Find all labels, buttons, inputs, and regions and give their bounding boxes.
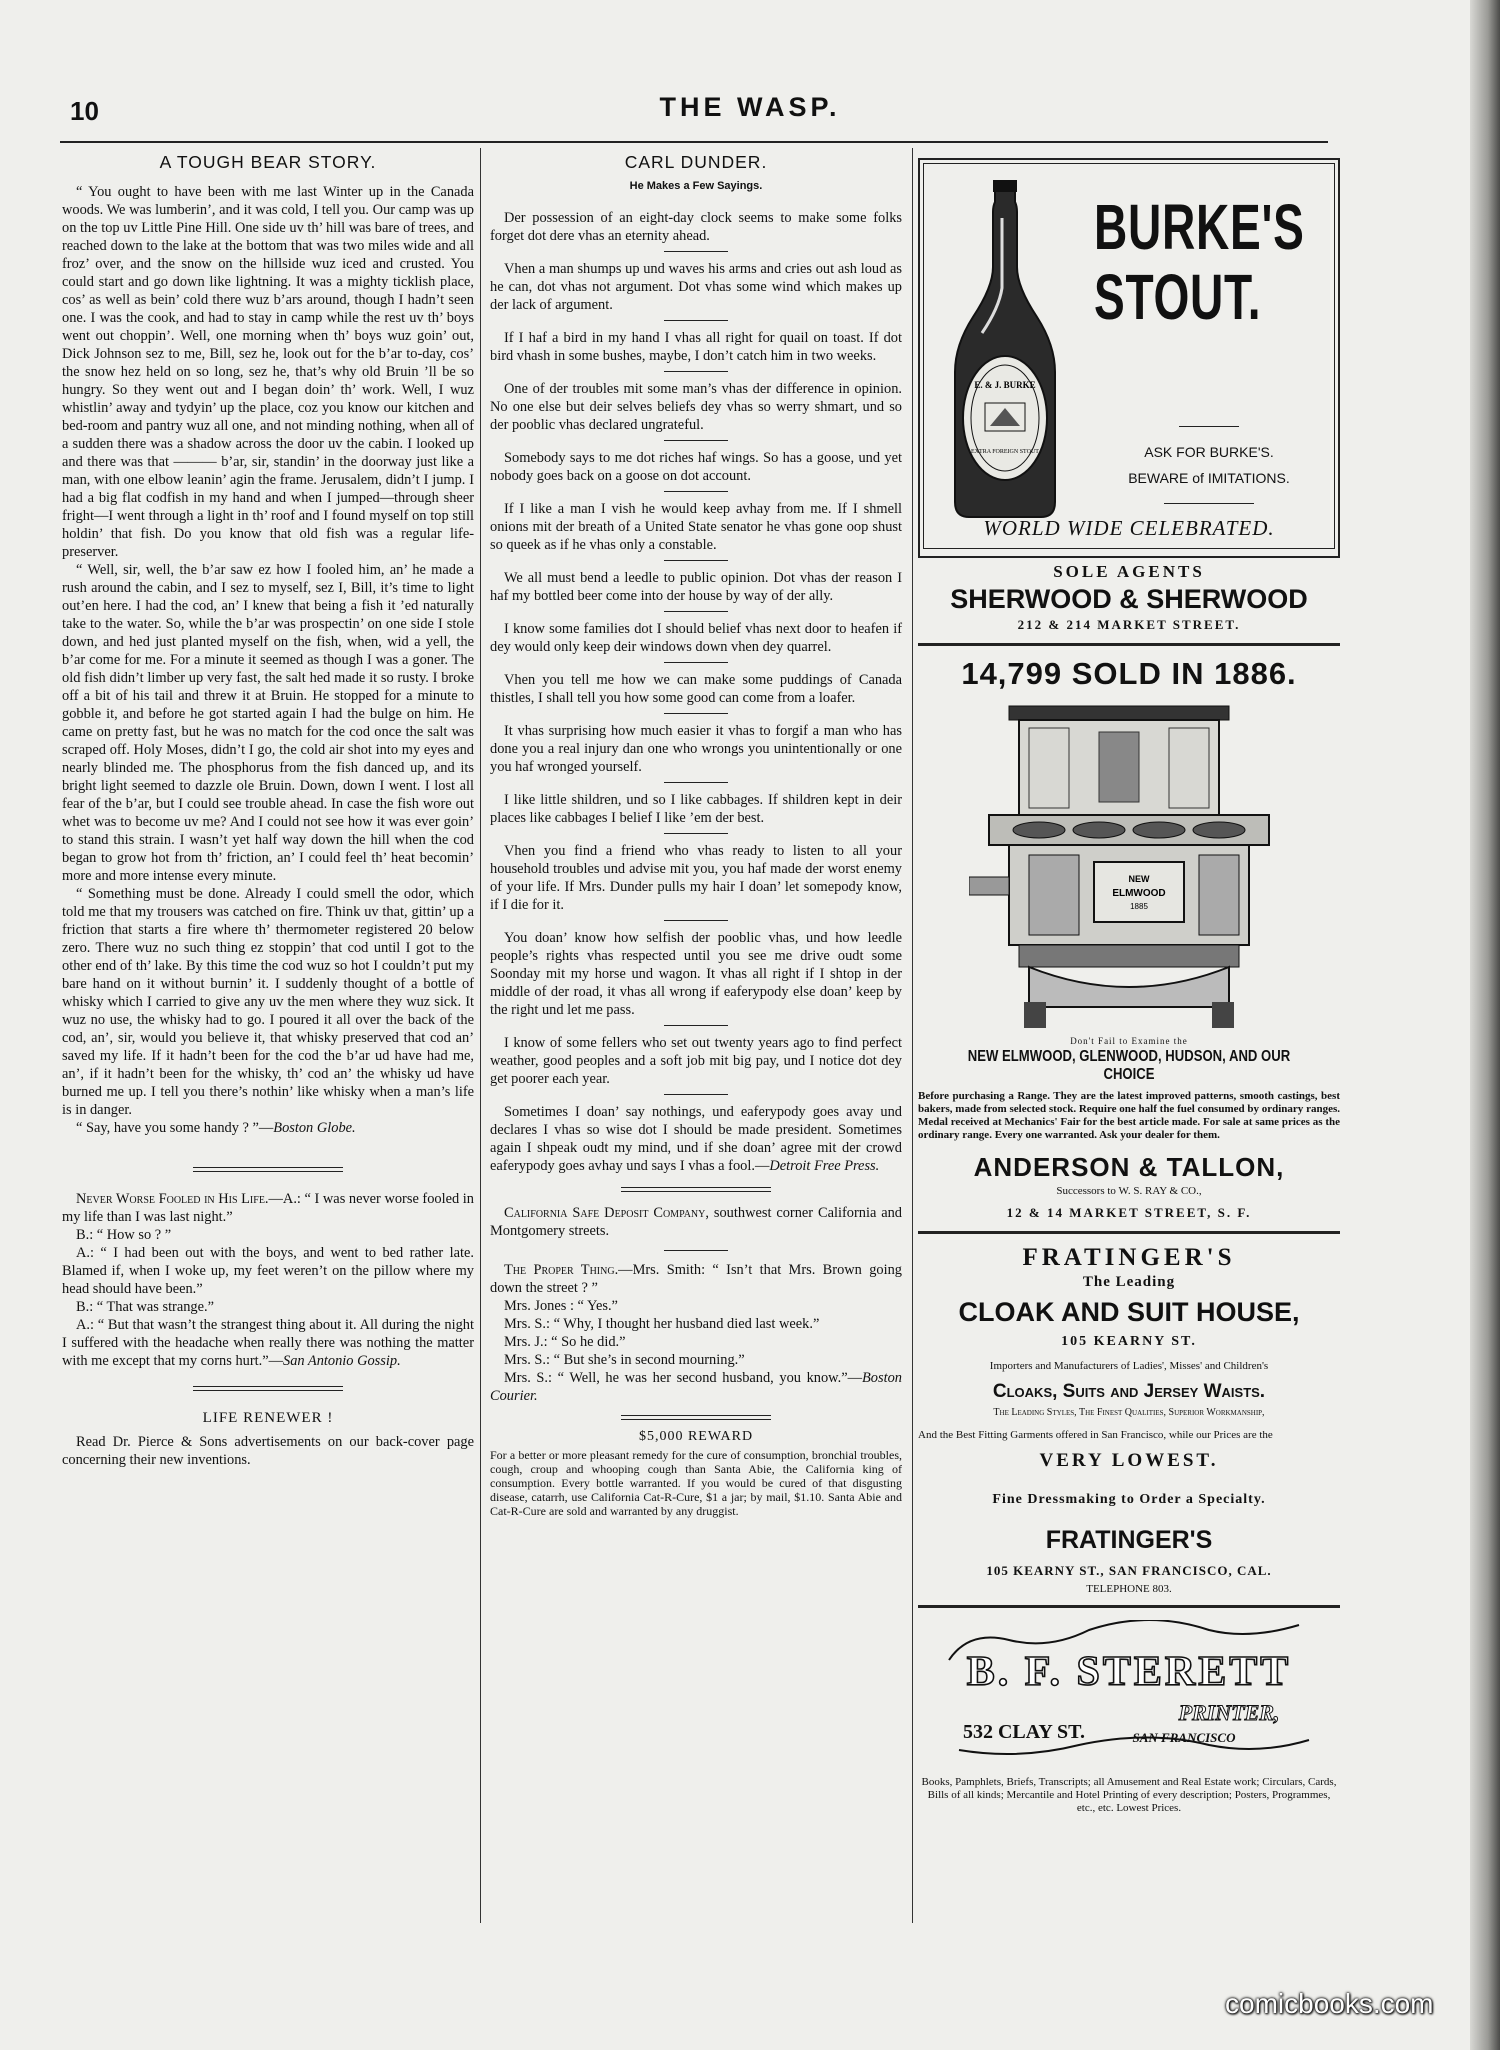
ad-rule bbox=[918, 1605, 1340, 1608]
sterett-logo-city: SAN FRANCISCO bbox=[1132, 1730, 1236, 1745]
sterett-logo-address: 532 CLAY ST. bbox=[962, 1721, 1086, 1743]
fooled-paragraph-1: Never Worse Fooled in His Life.—A.: “ I was never worse fooled in my life than I was last night.” bbox=[62, 1191, 474, 1225]
dunder-saying: Somebody says to me dot riches haf wings. So has a goose, und yet nobody goes back on a goose on dot account. bbox=[490, 450, 902, 484]
dunder-saying: It vhas surprising how much easier it vhas to forgif a man who has done you a real injury dan one who wrongs you unintentionally or one you haf wronged yourself. bbox=[490, 723, 902, 775]
world-wide-celebrated: WORLD WIDE CELEBRATED. bbox=[983, 516, 1275, 540]
fooled-lead: Never Worse Fooled in His Life. bbox=[76, 1191, 269, 1207]
proper-paragraph-3: Mrs. S.: “ Why, I thought her husband died last week.” bbox=[504, 1316, 820, 1332]
column-rule-1 bbox=[480, 148, 481, 1923]
fratinger-street: 105 KEARNY ST. bbox=[1061, 1334, 1197, 1349]
sherwood-address: 212 & 214 MARKET STREET. bbox=[1017, 617, 1241, 632]
bear-story-paragraph-1: “ You ought to have been with me last Winter up in the Canada woods. We was lumberin’, and it was cold, I tell you. Our camp was up on the top uv Little Pine Hill. One side uv th’ hill was bare of trees, and reached down to the lake at the bottom that was two miles wide and all froz’ over, and the snow on the hillside wuz iced and crusted. You could start and go down like lightning. It was a mighty ticklish place, cos’ as well as bein’ cold there wuz b’ars around, though I hadn’t seen one. I was the cook, and had to stay in camp while the rest uv th’ boys went out choppin’. Well, one morning when th’ boys wuz goin’ out, Dick Johnson sez to me, Bill, sez he, look out for the b’ar to-day, cos’ the snow hez held on so long, sez he, that’s why old Bruin ’ll be so hungry. So they went out and I began doin’ th’ work. Well, I wuz whistlin’ away and tydyin’ up the place, coz you know our kitchen and bed-room and pantry wuz all one, and not minding nothing, when all of a sudden there was a shadow across the door uv the cabin. I looked up and there was that ——— b’ar, sir, standin’ in the doorway just like a man, with one elbow leanin’ agin the frame. Jerusalem, didn’t I jump. I had a big flat codfish in my hand and when I jumped—through sheer fright—I went through a light in th’ roof and I found myself on top still holdin’ that fish. Do you know that old fish was a regular life-preserver. bbox=[62, 184, 474, 560]
advertisements-column bbox=[918, 158, 1340, 1815]
carl-dunder-subtitle: He Makes a Few Sayings. bbox=[629, 180, 763, 192]
separator bbox=[664, 560, 728, 561]
burkes-stout-tagline: ASK FOR BURKE'S. BEWARE of IMITATIONS. bbox=[1084, 426, 1334, 504]
sterett-logo-printer: PRINTER, bbox=[1178, 1700, 1280, 1725]
proper-lead: The Proper Thing. bbox=[504, 1262, 619, 1278]
fratinger-lowest: VERY LOWEST. bbox=[1039, 1450, 1219, 1471]
proper-paragraph-2: Mrs. Jones : “ Yes.” bbox=[504, 1298, 618, 1314]
ad-rule bbox=[918, 1231, 1340, 1234]
burkes-stout-ad bbox=[918, 158, 1340, 558]
proper-paragraph-6: Mrs. S.: “ Well, he was her second husband, you know.”—Boston Courier. bbox=[490, 1370, 902, 1404]
bear-story-source: Boston Globe. bbox=[273, 1120, 356, 1136]
bottle-label-line-2: EXTRA FOREIGN STOUT bbox=[971, 449, 1039, 455]
sherwood-name: SHERWOOD & SHERWOOD bbox=[950, 584, 1308, 614]
proper-source: Boston Courier. bbox=[490, 1370, 902, 1404]
watermark: comicbooks.com bbox=[1225, 1988, 1434, 2019]
range-models: NEW ELMWOOD, GLENWOOD, HUDSON, AND OUR CHOICE bbox=[967, 1048, 1291, 1083]
sterett-services: Books, Pamphlets, Briefs, Transcripts; all Amusement and Real Estate work; Circulars, Cards, Bills of all kinds; Mercantile and Hotel Printing of every description; Posters, Programmes, etc., etc. Lowest Prices. bbox=[921, 1776, 1337, 1814]
life-renewer-title: LIFE RENEWER ! bbox=[202, 1410, 334, 1426]
fratinger-leading: The Leading bbox=[1082, 1274, 1176, 1290]
burkes-stout-name: BURKE'S STOUT. bbox=[1094, 191, 1305, 333]
dont-fail-to-examine: Don't Fail to Examine the bbox=[1070, 1036, 1188, 1046]
life-renewer-text: Read Dr. Pierce & Sons advertisements on our back-cover page concerning their new inventions. bbox=[62, 1434, 474, 1468]
separator bbox=[664, 371, 728, 372]
fooled-paragraph-4: B.: “ That was strange.” bbox=[76, 1299, 215, 1315]
cooking-range-illustration bbox=[969, 702, 1289, 1032]
bottle-label-line-1: E. & J. BURKE bbox=[974, 380, 1036, 390]
fratinger-products: Cloaks, Suits and Jersey Waists. bbox=[992, 1381, 1266, 1402]
fratinger-importers: Importers and Manufacturers of Ladies', Misses' and Children's bbox=[989, 1360, 1269, 1372]
fooled-paragraph-3: A.: “ I had been out with the boys, and went to bed rather late. Blamed if, when I woke up, my feet weren’t on the pillow where my head should have been.” bbox=[62, 1245, 474, 1297]
proper-paragraph-5: Mrs. S.: “ But she’s in second mourning.” bbox=[504, 1352, 745, 1368]
fooled-paragraph-2: B.: “ How so ? ” bbox=[76, 1227, 172, 1243]
carl-dunder-sayings bbox=[490, 209, 902, 1095]
cloak-suit-house: CLOAK AND SUIT HOUSE, bbox=[958, 1297, 1300, 1327]
dunder-saying: One of der troubles mit some man’s vhas der difference in opinion. No one else but deir selves beliefs dey vhas so werry shmart, und so der pooblic vhas declared ungrateful. bbox=[490, 381, 902, 433]
bear-story-title: A TOUGH BEAR STORY. bbox=[159, 152, 377, 172]
reward-text: For a better or more pleasant remedy for the cure of consumption, bronchial troubles, cough, croup and whooping cough than Santa Abie, the California king of consumption. Every bottle warranted. If you would be cured of that disgusting disease, catarrh, use California Cat-R-Cure, $1 a jar; by mail, $1.10. Santa Abie and Cat-R-Cure are sold and warranted by any druggist. bbox=[490, 1448, 902, 1518]
bear-story-paragraph-3: “ Something must be done. Already I could smell the odor, which told me that my trousers was catched on fire. Think uv that, gittin’ up a friction that starts a fire where th’ thermometer registered 20 below zero. There wuz no such thing ez stoppin’ that cod until I got to the other end of th’ lake. By this time the cod wuz so hot I couldn’t put my bare hand on it without burnin’ it. I suddenly thought of a bottle of whisky which I carried to give any uv the men where they wuz sick. It wuz no use, the whisky had to go. I poured it all over the back of the cod, an’, sir, would you believe it, that whisky preserved that cod an’ saved my life. If it hadn’t been for the cod the b’ar ud have had me, an’, if it hadn’t been for the whisky, th’ cod an’ the whisky ud have burned me up. I tell you there’s nothin’ like whisky when a man’s life is in danger. bbox=[62, 886, 474, 1118]
dunder-saying: I know some families dot I should belief vhas next door to heafen if dey would only keep deir windows down vhen dey quarrel. bbox=[490, 621, 902, 655]
stove-plate-line-1: NEW bbox=[1128, 874, 1150, 884]
sole-agents: SOLE AGENTS bbox=[1053, 562, 1205, 581]
dunder-saying: Vhen you tell me how we can make some puddings of Canada thistles, I shall tell you how some good can come from a loafer. bbox=[490, 672, 902, 706]
double-separator bbox=[193, 1167, 343, 1172]
dunder-saying: Der possession of an eight-day clock seems to make some folks forget dot dere vhas an eternity ahead. bbox=[490, 210, 902, 244]
separator bbox=[664, 611, 728, 612]
dunder-saying: If I like a man I vish he would keep avhay from me. If I shmell onions mit der breath of a United State senator he vhas gone oop shust so queek as if he vhas only a constable. bbox=[490, 501, 902, 553]
reward-title: $5,000 REWARD bbox=[638, 1429, 754, 1444]
range-description: Before purchasing a Range. They are the latest improved patterns, smooth castings, best bakers, made from selected stock. Require one half the fuel consumed by ordinary ranges. Medal received at Mechanics' Fair for the best article made. For sale at same prices as the ordinary range. Every one warranted. Ask your dealer for them. bbox=[918, 1090, 1340, 1141]
column-2 bbox=[490, 150, 902, 1518]
sterett-printer-logo bbox=[929, 1620, 1329, 1770]
stove-plate-line-2: ELMWOOD bbox=[1112, 888, 1166, 899]
fratinger-name-2: FRATINGER'S bbox=[1045, 1526, 1213, 1554]
dunder-saying: If I haf a bird in my hand I vhas all right for quail on toast. If dot bird vhash in some bushes, maybe, I don’t catch him in two weeks. bbox=[490, 330, 902, 364]
separator bbox=[664, 782, 728, 783]
dunder-saying: I know of some fellers who set out twenty years ago to find perfect weather, good peoples and a soft job mit big pay, und I notice dot dey get poorer each year. bbox=[490, 1035, 902, 1087]
anderson-address: 12 & 14 MARKET STREET, S. F. bbox=[1006, 1205, 1252, 1220]
fratinger-name: FRATINGER'S bbox=[1022, 1244, 1236, 1271]
anderson-successors: Successors to W. S. RAY & CO., bbox=[1056, 1185, 1202, 1197]
dunder-source: Detroit Free Press. bbox=[769, 1158, 880, 1174]
bear-story-paragraph-2: “ Well, sir, well, the b’ar saw ez how I fooled him, an’ he made a rush around the cabin, and I sez to myself, sez I, Bill, it’s time to light out’en here. I had the cod, an’ I knew that being a fish it ’ed naturally take to the water. So, while the b’ar was prospectin’ on one side I stole down, and hed just planted myself on the fish, when, wid a yell, the b’ar come for me. For a minute it seemed as though I was a goner. The old fish didn’t limber up very fast, the salt hed made it so rusty. I broke off a bit of his tail and threw it at Bruin. He stopped for a minute to gobble it, and before he got started again I had the bulge on him. He came on pretty fast, but he was no match for the cod once the salt was scraped off. Holy Moses, didn’t I go, the cold air shot into my eyes and nearly blinded me. The phosphorus from the fish danced up, and its bright light seemed to dazzle ole Bruin. Down, down I went. I lost all fear of the b’ar, but I could see trouble ahead. In case the fish wore out whet was to become uv me? And I could not see how it was ever goin’ to stand this strain. I wasn’t yet half way down the hill when the cod began to grow hot from th’ friction, an’ I could feel th’ heat becomin’ more and more intense every minute. bbox=[62, 562, 474, 884]
fratinger-dressmaking: Fine Dressmaking to Order a Specialty. bbox=[992, 1492, 1266, 1507]
column-1 bbox=[62, 150, 474, 1469]
separator bbox=[664, 833, 728, 834]
sterett-logo-name: B. F. STERETT bbox=[966, 1649, 1292, 1695]
fratinger-address: 105 KEARNY ST., SAN FRANCISCO, CAL. bbox=[986, 1563, 1272, 1578]
deposit-notice: California Safe Deposit Company, southwest corner California and Montgomery streets. bbox=[490, 1205, 903, 1239]
column-rule-2 bbox=[912, 148, 913, 1923]
proper-paragraph-1: The Proper Thing.—Mrs. Smith: “ Isn’t that Mrs. Brown going down the street ? ” bbox=[490, 1262, 902, 1296]
separator bbox=[664, 1250, 728, 1251]
header-rule bbox=[60, 141, 1328, 143]
proper-paragraph-4: Mrs. J.: “ So he did.” bbox=[504, 1334, 626, 1350]
dunder-saying: I like little shildren, und so I like cabbages. If shildren kept in deir places like cabbages I belief I like ’em der best. bbox=[490, 792, 902, 826]
page-number: 10 bbox=[70, 96, 99, 126]
double-separator bbox=[621, 1415, 771, 1420]
page-spine-shadow bbox=[1470, 0, 1500, 2050]
separator bbox=[664, 320, 728, 321]
separator bbox=[664, 1094, 728, 1095]
separator bbox=[664, 662, 728, 663]
dunder-saying: We all must bend a leedle to public opinion. Dot vhas der reason I haf my bottled beer come into der house by way of der ally. bbox=[490, 570, 902, 604]
stove-headline: 14,799 SOLD IN 1886. bbox=[961, 656, 1297, 691]
masthead: THE WASP. bbox=[659, 92, 841, 122]
separator bbox=[664, 491, 728, 492]
separator bbox=[664, 713, 728, 714]
carl-dunder-title: CARL DUNDER. bbox=[624, 152, 768, 172]
ad-rule bbox=[918, 643, 1340, 646]
dunder-saying: Vhen you find a friend who vhas ready to listen to all your household troubles und advise mit you, you haf made der worst enemy of your life. If Mrs. Dunder pulls my hair I doan’ let somepody know, if I die for it. bbox=[490, 843, 902, 913]
double-separator bbox=[621, 1187, 771, 1192]
dunder-last-saying: Sometimes I doan’ say nothings, und eaferypody goes avay und declares I vhas so wise dot I should be made president. Sometimes again I shpeak oudt my mind, und if she doan’ agree mit der crowd eaferypody goes avhay und says I vhas a fool.—Detroit Free Press. bbox=[490, 1104, 902, 1174]
dunder-saying: Vhen a man shumps up und waves his arms and cries out ash loud as he can, dot vhas not argument. Dot vhas some wind which makes up der lack of argument. bbox=[490, 261, 902, 313]
double-separator bbox=[193, 1386, 343, 1391]
stove-plate-line-3: 1885 bbox=[1130, 902, 1148, 911]
separator bbox=[664, 1025, 728, 1026]
stout-bottle-illustration bbox=[940, 178, 1070, 523]
separator bbox=[664, 440, 728, 441]
fratinger-styles: The Leading Styles, The Finest Qualities, Superior Workmanship, bbox=[993, 1407, 1265, 1418]
fooled-paragraph-5: A.: “ But that wasn’t the strangest thing about it. All during the night I suffered with the headache when really there was nothing the matter with me except that my corns hurt.”—San Antonio Gossip. bbox=[62, 1317, 474, 1369]
separator bbox=[664, 920, 728, 921]
fratinger-best-fitting: And the Best Fitting Garments offered in San Francisco, while our Prices are the bbox=[918, 1429, 1273, 1441]
fratinger-telephone: TELEPHONE 803. bbox=[1086, 1583, 1172, 1595]
fooled-source: San Antonio Gossip. bbox=[283, 1353, 401, 1369]
dunder-saying: You doan’ know how selfish der pooblic vhas, und how leedle people’s rights vhas respected until you see me drive oudt some Soonday mit my horse und wagon. It vhas all right if I shtop in der middle of der road, it vhas all wrong if eaferypody else doan’ keep by the right und let me pass. bbox=[490, 930, 902, 1018]
separator bbox=[664, 251, 728, 252]
anderson-tallon-name: ANDERSON & TALLON, bbox=[973, 1152, 1285, 1182]
bear-story-paragraph-4: “ Say, have you some handy ? ”—Boston Globe. bbox=[76, 1120, 356, 1136]
